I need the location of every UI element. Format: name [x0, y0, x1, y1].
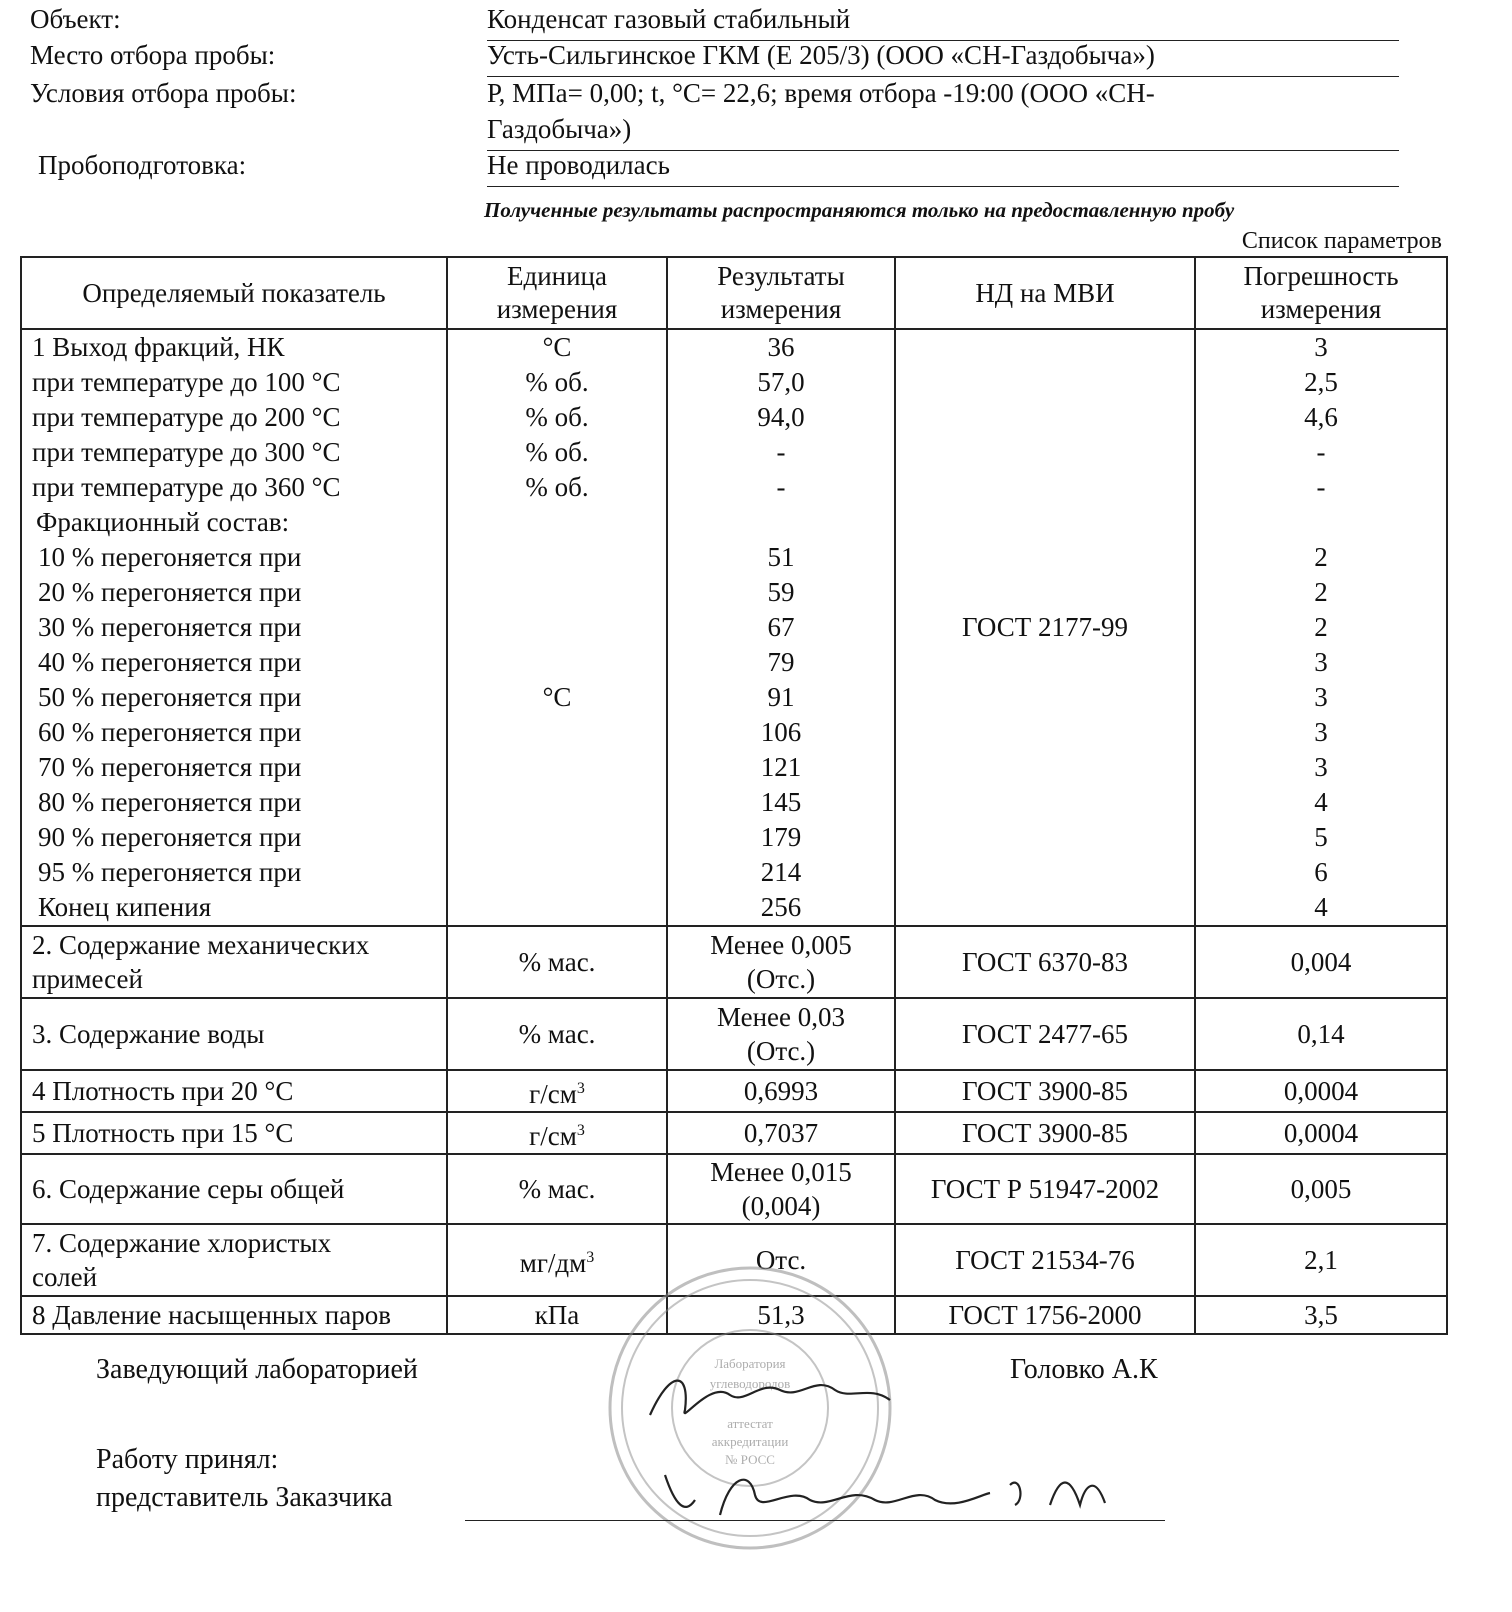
row-result: 121: [760, 752, 802, 782]
row-result: 59: [767, 577, 795, 607]
row-name: 3. Содержание воды: [21, 998, 447, 1070]
divider: [487, 186, 1399, 187]
svg-text:аккредитации: аккредитации: [711, 1434, 789, 1449]
row-name: 4 Плотность при 20 °С: [21, 1070, 447, 1112]
row-result: 256: [760, 892, 802, 922]
row-method: ГОСТ 3900-85: [895, 1112, 1195, 1154]
fractions-unit-cell: [447, 329, 667, 926]
row-method: ГОСТ 1756-2000: [895, 1296, 1195, 1334]
row-name: при температуре до 300 °С: [32, 437, 341, 467]
row-unit: % об.: [525, 472, 589, 502]
row-result: 67: [767, 612, 795, 642]
row-name: 8 Давление насыщенных паров: [21, 1296, 447, 1334]
row-error: 3: [1314, 647, 1328, 677]
col-header-parameter: Определяемый показатель: [21, 257, 447, 329]
row-unit: кПа: [447, 1296, 667, 1334]
table-row: [21, 1112, 1447, 1154]
row-name: 10 % перегоняется при: [38, 542, 302, 572]
svg-text:углеводородов: углеводородов: [709, 1376, 791, 1391]
fraction-header: Фракционный состав:: [36, 507, 290, 537]
row-result: 145: [760, 787, 802, 817]
row-method: ГОСТ 2177-99: [961, 612, 1128, 642]
row-name: 40 % перегоняется при: [38, 647, 302, 677]
row-error: 0,14: [1195, 998, 1447, 1070]
table-row: [21, 1070, 1447, 1112]
head-label: Заведующий лабораторией: [96, 1354, 418, 1385]
row-name: 95 % перегоняется при: [38, 857, 302, 887]
row-result: Отс.: [667, 1224, 895, 1296]
conditions-row: [0, 78, 1512, 114]
row-error: 3: [1314, 682, 1328, 712]
row-error: 2: [1314, 612, 1328, 642]
row-name: 6. Содержание серы общей: [21, 1154, 447, 1224]
row-name: 30 % перегоняется при: [38, 612, 302, 642]
col-header-error: Погрешность измерения: [1195, 257, 1447, 329]
row-unit: % об.: [525, 437, 589, 467]
row-method: ГОСТ 6370-83: [895, 926, 1195, 998]
row-name: Конец кипения: [38, 892, 212, 922]
row-method: ГОСТ 21534-76: [895, 1224, 1195, 1296]
col-header-unit: Единица измерения: [447, 257, 667, 329]
row-unit: % мас.: [447, 1154, 667, 1224]
svg-text:№ РОСС: № РОСС: [725, 1452, 775, 1467]
row-result: 0,7037: [667, 1112, 895, 1154]
table-row: [21, 926, 1447, 998]
fractions-result-cell: [667, 329, 895, 926]
accepted-label: Работу принял:: [96, 1444, 279, 1475]
row-error: 4,6: [1304, 402, 1338, 432]
row-error: 4: [1314, 787, 1328, 817]
row-error: 3: [1314, 717, 1328, 747]
svg-text:аттестат: аттестат: [727, 1416, 773, 1431]
row-result: 179: [760, 822, 802, 852]
row-result: 51: [767, 542, 795, 572]
results-table: [20, 256, 1448, 1335]
row-error: -: [1316, 437, 1326, 467]
row-result: 36: [767, 332, 795, 362]
row-error: 3: [1314, 752, 1328, 782]
row-error: -: [1316, 472, 1326, 502]
sample-place-row: [0, 40, 1512, 76]
object-label: Объект:: [30, 4, 121, 34]
row-name: 1 Выход фракций, НК: [32, 332, 285, 362]
row-name: 20 % перегоняется при: [38, 577, 302, 607]
row-method: ГОСТ Р 51947-2002: [895, 1154, 1195, 1224]
row-error: 3: [1314, 332, 1328, 362]
row-result: 79: [767, 647, 795, 677]
row-error: 6: [1314, 857, 1328, 887]
row-name: 60 % перегоняется при: [38, 717, 302, 747]
row-name: 80 % перегоняется при: [38, 787, 302, 817]
row-method: ГОСТ 2477-65: [895, 998, 1195, 1070]
conditions-label: Условия отбора пробы:: [30, 78, 297, 108]
results-note: Полученные результаты распространяются только на предоставленную пробу: [484, 198, 1235, 222]
table-row: [21, 998, 1447, 1070]
row-result: 51,3: [667, 1296, 895, 1334]
object-value: Конденсат газовый стабильный: [487, 4, 851, 34]
row-error: 5: [1314, 822, 1328, 852]
params-list-label: Список параметров: [1241, 228, 1442, 254]
table-row: [21, 1154, 1447, 1224]
row-name: 5 Плотность при 15 °С: [21, 1112, 447, 1154]
row-method: ГОСТ 3900-85: [895, 1070, 1195, 1112]
conditions-value-line2: Газдобыча»): [487, 114, 632, 144]
row-unit: % мас.: [447, 998, 667, 1070]
row-result: -: [776, 437, 786, 467]
row-name: 2. Содержание механических примесей: [21, 926, 447, 998]
head-signature: [640, 1360, 900, 1430]
object-row: [0, 4, 1512, 40]
row-name: 7. Содержание хлористых солей: [21, 1224, 447, 1296]
prep-value: Не проводилась: [487, 150, 670, 180]
fractions-error-cell: [1195, 329, 1447, 926]
row-unit: $г/см^3$: [447, 1112, 667, 1154]
fraction-unit: °С: [542, 682, 572, 712]
row-result: 214: [760, 857, 802, 887]
row-unit: % об.: [525, 402, 589, 432]
row-name: 50 % перегоняется при: [38, 682, 302, 712]
svg-text:Лаборатория: Лаборатория: [714, 1356, 786, 1371]
row-name: 70 % перегоняется при: [38, 752, 302, 782]
row-result: Менее 0,015 (0,004): [667, 1154, 895, 1224]
row-result: -: [776, 472, 786, 502]
head-name: Головко А.К: [1010, 1354, 1158, 1385]
row-name: при температуре до 360 °С: [32, 472, 341, 502]
row-error: 2: [1314, 542, 1328, 572]
prep-label: Пробоподготовка:: [38, 150, 247, 180]
row-error: 0,0004: [1195, 1070, 1447, 1112]
divider: [487, 76, 1399, 77]
fractions-name-cell: [21, 329, 447, 926]
row-unit: % об.: [525, 367, 589, 397]
row-error: 0,004: [1195, 926, 1447, 998]
table-header: [21, 257, 1447, 329]
fractions-method-cell: [895, 329, 1195, 926]
col-header-method: НД на МВИ: [895, 257, 1195, 329]
customer-label: представитель Заказчика: [96, 1482, 393, 1513]
conditions-row-2: [0, 114, 1512, 150]
row-result: 91: [767, 682, 795, 712]
row-unit: % мас.: [447, 926, 667, 998]
row-name: при температуре до 100 °С: [32, 367, 341, 397]
row-error: 0,005: [1195, 1154, 1447, 1224]
customer-signature: [660, 1455, 1120, 1535]
row-error: 4: [1314, 892, 1328, 922]
row-unit: $г/см^3$: [447, 1070, 667, 1112]
sample-place-label: Место отбора пробы:: [30, 40, 276, 70]
row-unit: °С: [542, 332, 572, 362]
row-error: 2,5: [1304, 367, 1338, 397]
sample-place-value: Усть-Сильгинское ГКМ (Е 205/3) (ООО «СН-Газдобыча»): [487, 40, 1155, 70]
prep-row: [0, 150, 1512, 186]
row-result: 94,0: [757, 402, 805, 432]
row-error: 2: [1314, 577, 1328, 607]
row-result: 57,0: [757, 367, 805, 397]
row-name: при температуре до 200 °С: [32, 402, 341, 432]
row-result: Менее 0,03 (Отс.): [667, 998, 895, 1070]
row-error: 0,0004: [1195, 1112, 1447, 1154]
row-error: 3,5: [1195, 1296, 1447, 1334]
row-error: 2,1: [1195, 1224, 1447, 1296]
row-name: 90 % перегоняется при: [38, 822, 302, 852]
row-result: 106: [760, 717, 802, 747]
col-header-result: Результаты измерения: [667, 257, 895, 329]
row-result: Менее 0,005 (Отс.): [667, 926, 895, 998]
row-unit: $мг/дм^3$: [447, 1224, 667, 1296]
row-result: 0,6993: [667, 1070, 895, 1112]
table-row: [21, 329, 1447, 926]
conditions-value-line1: Р, МПа= 0,00; t, °С= 22,6; время отбора -19:00 (ООО «СН-: [487, 78, 1155, 108]
